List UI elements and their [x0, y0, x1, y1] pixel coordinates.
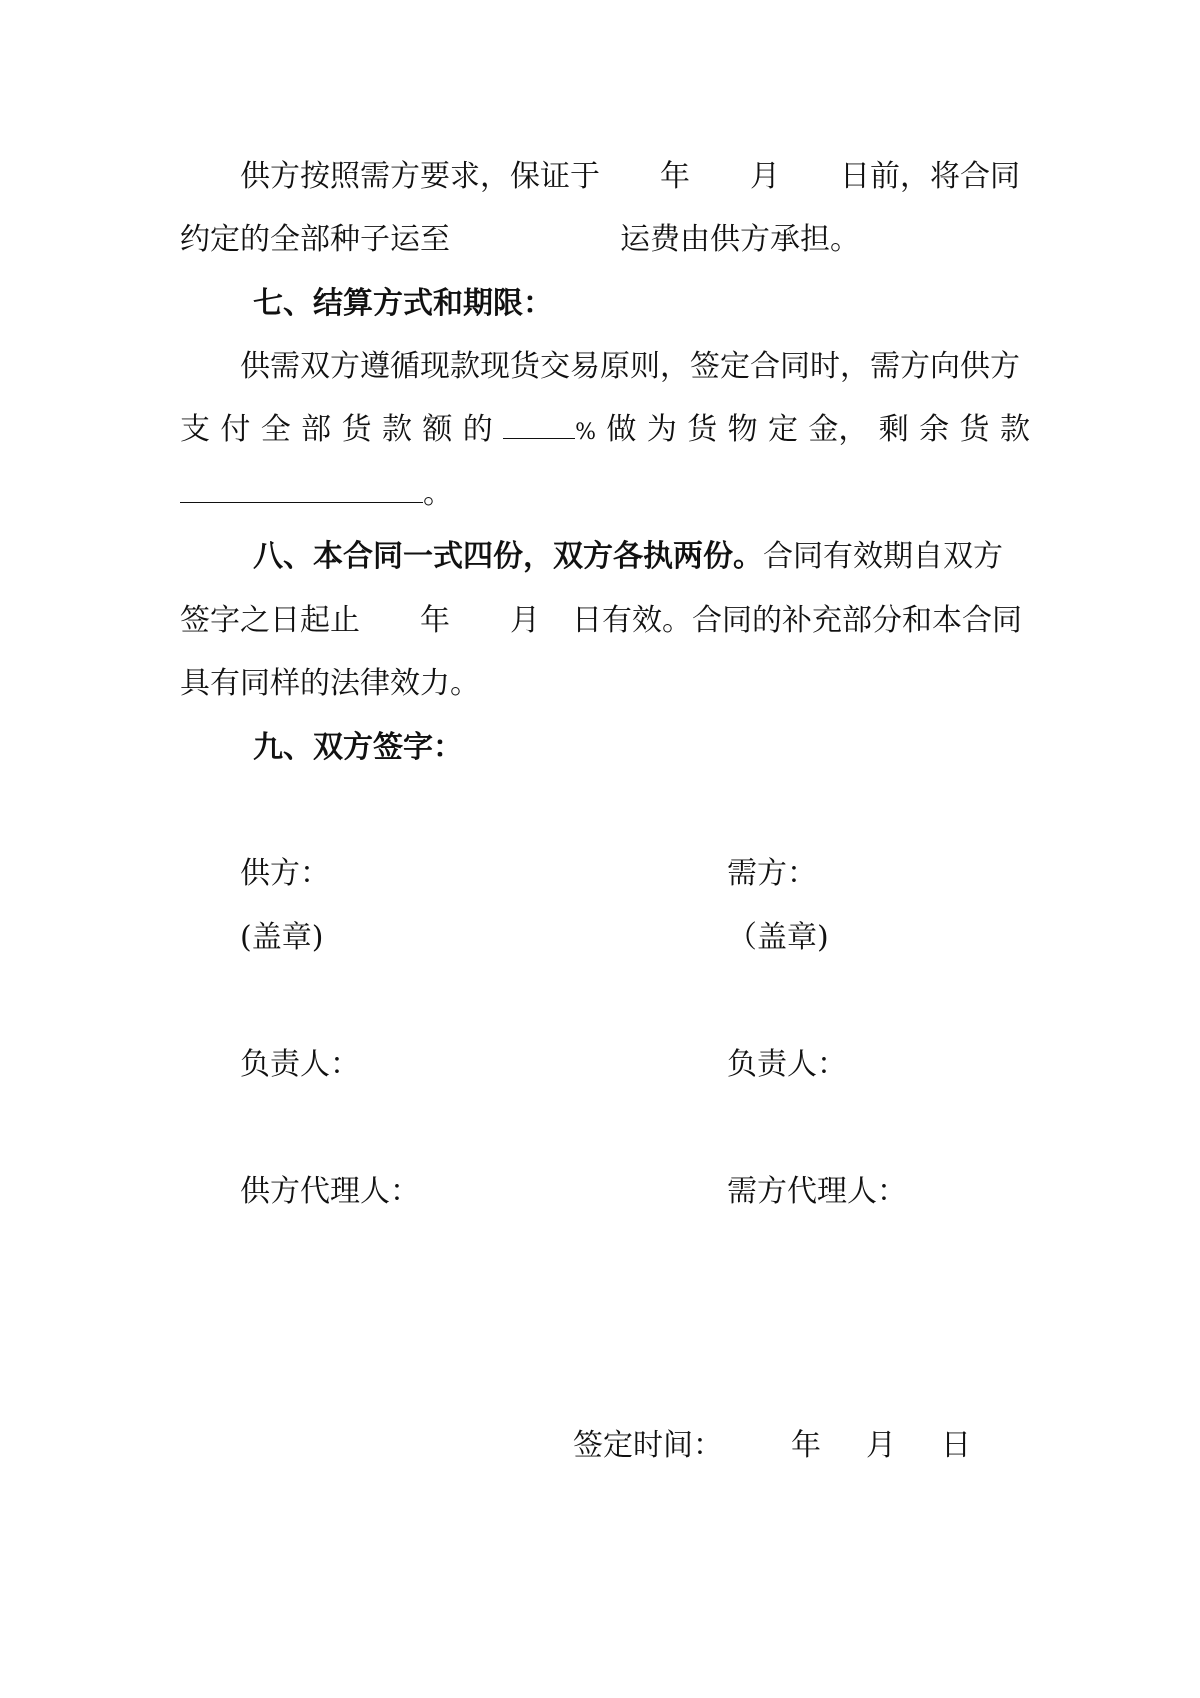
payment-char: 定	[767, 412, 798, 447]
buyer-head-label: 负责人：	[727, 1047, 847, 1082]
payment-char: 全	[260, 412, 291, 447]
payment-char: 支	[180, 412, 210, 447]
delivery-line-1	[180, 157, 1030, 197]
payment-char: 额	[422, 412, 453, 447]
delivery-text-d: 运费由供方承担。	[620, 222, 860, 257]
percent-blank-group	[503, 410, 596, 453]
payment-char: 做	[606, 412, 637, 447]
validity-line-1	[180, 537, 1030, 577]
supplier-agent-label: 供方代理人：	[240, 1174, 420, 1209]
delivery-text-b: 日前，将合同	[840, 159, 1020, 194]
percent-sign: %	[575, 420, 597, 445]
payment-char: 的	[462, 412, 493, 447]
payment-line-1	[180, 347, 1030, 387]
buyer-seal: （盖章)	[727, 920, 829, 955]
validity-line-3	[180, 664, 1030, 704]
section-9-heading: 九、双方签字：	[253, 730, 463, 765]
signing-date-year: 年	[791, 1428, 821, 1463]
payment-char: 金，	[808, 412, 869, 447]
supplier-head-label: 负责人：	[240, 1047, 360, 1082]
percent-blank[interactable]	[503, 410, 575, 439]
supplier-seal: (盖章)	[240, 920, 324, 955]
delivery-text-a: 供方按照需方要求，保证于	[240, 159, 600, 194]
delivery-text-c: 约定的全部种子运至	[180, 222, 450, 257]
validity-year: 年	[420, 603, 450, 638]
payment-char: 货	[687, 412, 718, 447]
validity-text-1: 合同有效期自双方	[763, 539, 1003, 574]
signing-date-day: 日	[941, 1428, 971, 1463]
payment-char: 付	[220, 412, 251, 447]
validity-month: 月	[510, 603, 540, 638]
payment-char: 款	[999, 412, 1030, 447]
delivery-year: 年	[660, 159, 690, 194]
payment-char: 物	[727, 412, 758, 447]
payment-char: 余	[919, 412, 950, 447]
buyer-agent-label: 需方代理人：	[727, 1174, 907, 1209]
payment-line-2	[180, 410, 1030, 453]
section-8-heading: 八、本合同一式四份，双方各执两份。	[253, 539, 763, 574]
delivery-month: 月	[750, 159, 780, 194]
payment-line-3	[180, 474, 1030, 514]
validity-line-2	[180, 601, 1030, 641]
validity-text-4: 具有同样的法律效力。	[180, 666, 480, 701]
payment-char: 货	[959, 412, 990, 447]
signing-date-line	[573, 1426, 971, 1466]
payment-char: 部	[301, 412, 332, 447]
buyer-label: 需方：	[727, 856, 817, 891]
payment-text-1: 供需双方遵循现款现货交易原则，签定合同时，需方向供方	[240, 349, 1020, 384]
remaining-payment-blank[interactable]	[180, 474, 423, 503]
payment-char: 款	[381, 412, 412, 447]
payment-char: 为	[646, 412, 677, 447]
signing-date-month: 月	[866, 1428, 896, 1463]
validity-text-3: 日有效。合同的补充部分和本合同	[572, 603, 1022, 638]
delivery-line-2	[180, 220, 1030, 260]
payment-char: 剩	[878, 412, 909, 447]
payment-line-end: 。	[423, 476, 453, 511]
section-7-heading: 七、结算方式和期限：	[253, 286, 553, 321]
payment-char: 货	[341, 412, 372, 447]
supplier-label: 供方：	[240, 856, 330, 891]
signing-date-label: 签定时间：	[573, 1428, 723, 1463]
validity-text-2: 签字之日起止	[180, 603, 360, 638]
